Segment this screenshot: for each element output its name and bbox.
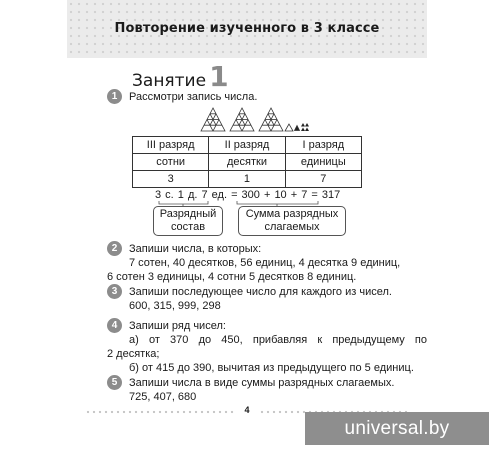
table-cell: десятки <box>209 154 285 171</box>
table-cell: единицы <box>285 154 361 171</box>
label-line: Сумма разрядных <box>245 208 339 220</box>
task-5-text <box>129 376 394 404</box>
table-cell: I разряд <box>285 137 361 154</box>
textbook-page <box>67 0 427 450</box>
task-line: б) от 415 до 390, вычитая из предыдущего по 5 единиц. <box>129 362 414 374</box>
task-number-badge: 4 <box>107 318 122 333</box>
task-number-badge: 3 <box>107 284 122 299</box>
task-number-badge: 2 <box>107 241 122 256</box>
task-line: Рассмотри запись числа. <box>129 91 258 103</box>
task-line: 725, 407, 680 <box>129 391 197 403</box>
label-line: Разрядный <box>159 208 217 220</box>
table-cell: III разряд <box>133 137 209 154</box>
equation-brackets <box>67 0 427 220</box>
label-line: слагаемых <box>264 221 320 233</box>
task-number-badge: 5 <box>107 375 122 390</box>
label-line: состав <box>170 221 206 233</box>
page-title: Повторение изученного в 3 классе <box>114 21 380 36</box>
task-line: 2 десятка; <box>107 348 160 360</box>
task-line: а) от 370 до 450, прибавляя к предыдущему по <box>129 334 427 346</box>
task-number-badge: 1 <box>107 89 122 104</box>
site-watermark: universal.by <box>305 412 489 445</box>
task-line: Запиши числа в виде суммы разрядных слагаемых. <box>129 377 395 389</box>
task-line: Запиши ряд чисел: <box>129 320 226 332</box>
task-2-text <box>107 242 400 284</box>
table-cell: II разряд <box>209 137 285 154</box>
label-place-composition <box>153 206 223 236</box>
task-4-text <box>107 319 427 375</box>
table-cell: сотни <box>133 154 209 171</box>
table-cell: 1 <box>209 171 285 188</box>
place-value-equation: 3 с. 1 д. 7 ед. = 300 + 10 + 7 = 317 <box>155 189 341 201</box>
lesson-number: 1 <box>209 60 229 93</box>
table-cell: 3 <box>133 171 209 188</box>
task-3-text <box>129 285 392 313</box>
task-line: 7 сотен, 40 десятков, 56 единиц, 4 десятка 9 единиц, <box>129 257 401 269</box>
label-sum-of-place-addends <box>238 206 346 236</box>
task-line: 600, 315, 999, 298 <box>129 300 221 312</box>
task-line: Запиши числа, в которых: <box>129 243 262 255</box>
task-line: 6 сотен 3 единицы, 4 сотни 5 десятков 8 единиц. <box>107 271 357 283</box>
page-number: 4 <box>244 405 250 415</box>
table-cell: 7 <box>285 171 361 188</box>
task-line: Запиши последующее число для каждого из чисел. <box>129 286 392 298</box>
lesson-word: Занятие <box>132 71 207 91</box>
